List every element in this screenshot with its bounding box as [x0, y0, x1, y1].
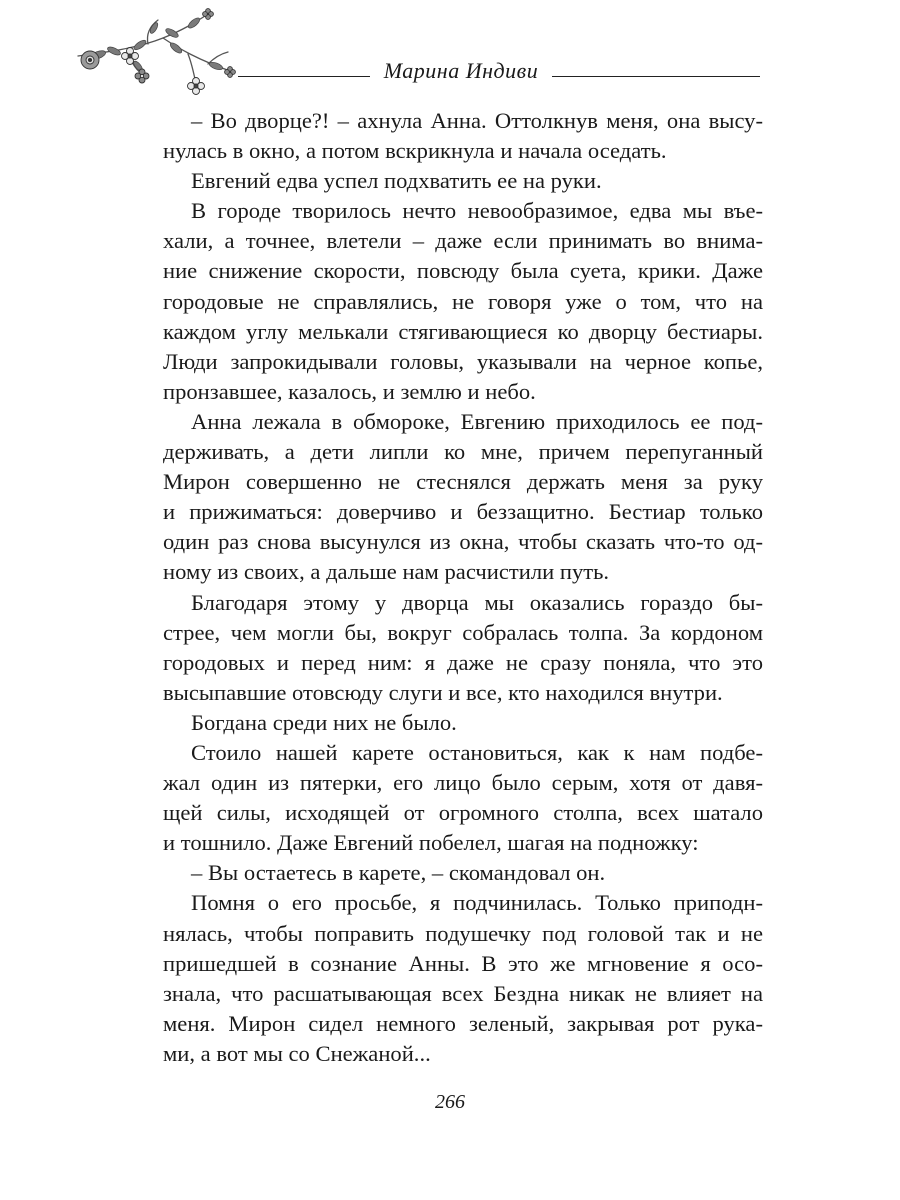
text-line: пронзавшее, казалось, и землю и небо. — [163, 378, 536, 404]
text-line: каждом углу мелькали стягивающиеся ко дворцу бестиары. — [163, 318, 763, 344]
text-line: Богдана среди них не было. — [191, 709, 457, 735]
text-line: Анна лежала в обмороке, Евгению приходилось ее под- — [191, 408, 763, 434]
paragraph — [163, 588, 763, 708]
text-line: и прижиматься: доверчиво и беззащитно. Бестиар только — [163, 499, 763, 525]
text-line: В городе творилось нечто невообразимое, едва мы въе- — [191, 198, 763, 224]
text-line: Евгений едва успел подхватить ее на руки. — [191, 168, 602, 194]
text-line: ми, а вот мы со Снежаной... — [163, 1040, 431, 1066]
paragraph — [163, 196, 763, 407]
text-line: – Во дворце?! – ахнула Анна. Оттолкнув меня, она высу- — [191, 108, 763, 133]
text-line: городовые не справлялись, не говоря уже о том, что на — [163, 288, 763, 314]
paragraph — [163, 858, 763, 888]
text-line: держивать, а дети липли ко мне, причем перепуганный — [163, 439, 763, 465]
text-line: один раз снова высунулся из окна, чтобы сказать что-то од- — [163, 529, 763, 555]
paragraph — [163, 106, 763, 166]
text-line: Благодаря этому у дворца мы оказались гораздо бы- — [191, 589, 763, 615]
text-line: хали, а точнее, влетели – даже если принимать во внима- — [163, 228, 763, 254]
page-number: 266 — [435, 1091, 465, 1113]
text-line: и тошнило. Даже Евгений побелел, шагая на подножку: — [163, 830, 699, 856]
paragraph — [163, 888, 763, 1069]
header-rule-left — [238, 76, 370, 77]
text-line: меня. Мирон сидел немного зеленый, закрывая рот рука- — [163, 1010, 763, 1036]
text-line: городовых и перед ним: я даже не сразу поняла, что это — [163, 649, 763, 675]
text-line: нялась, чтобы поправить подушечку под головой так и не — [163, 920, 763, 946]
header-author-name: Марина Индиви — [383, 58, 539, 83]
header-rule-right — [552, 76, 760, 77]
paragraph — [163, 407, 763, 588]
text-line: ному из своих, а дальше нам расчистили путь. — [163, 559, 610, 585]
text-line: пришедшей в сознание Анны. В это же мгновение я осо- — [163, 950, 763, 976]
text-line: знала, что расшатывающая всех Бездна никак не влияет на — [163, 980, 763, 1006]
floral-ornament — [68, 8, 238, 108]
text-line: щей силы, исходящей от огромного столпа, всех шатало — [163, 800, 763, 826]
text-line: жал один из пятерки, его лицо было серым, хотя от давя- — [163, 770, 763, 796]
text-line: нулась в окно, а потом вскрикнула и начала оседать. — [163, 138, 667, 164]
text-line: ние снижение скорости, повсюду была суета, крики. Даже — [163, 258, 763, 284]
text-line: высыпавшие отовсюду слуги и все, кто находился внутри. — [163, 679, 723, 705]
paragraph — [163, 166, 763, 196]
paragraph — [163, 708, 763, 738]
text-line: – Вы остаетесь в карете, – скомандовал он. — [191, 860, 606, 886]
text-line: Мирон совершенно не стеснялся держать меня за руку — [163, 469, 763, 495]
text-line: стрее, чем могли бы, вокруг собралась толпа. За кордоном — [163, 619, 763, 645]
text-line: Помня о его просьбе, я подчинилась. Только приподн- — [191, 890, 763, 916]
body-text — [163, 106, 763, 1069]
text-line: Люди запрокидывали головы, указывали на черное копье, — [163, 348, 763, 374]
paragraph — [163, 738, 763, 858]
running-header — [238, 52, 760, 92]
text-line: Стоило нашей карете остановиться, как к нам подбе- — [191, 739, 763, 765]
